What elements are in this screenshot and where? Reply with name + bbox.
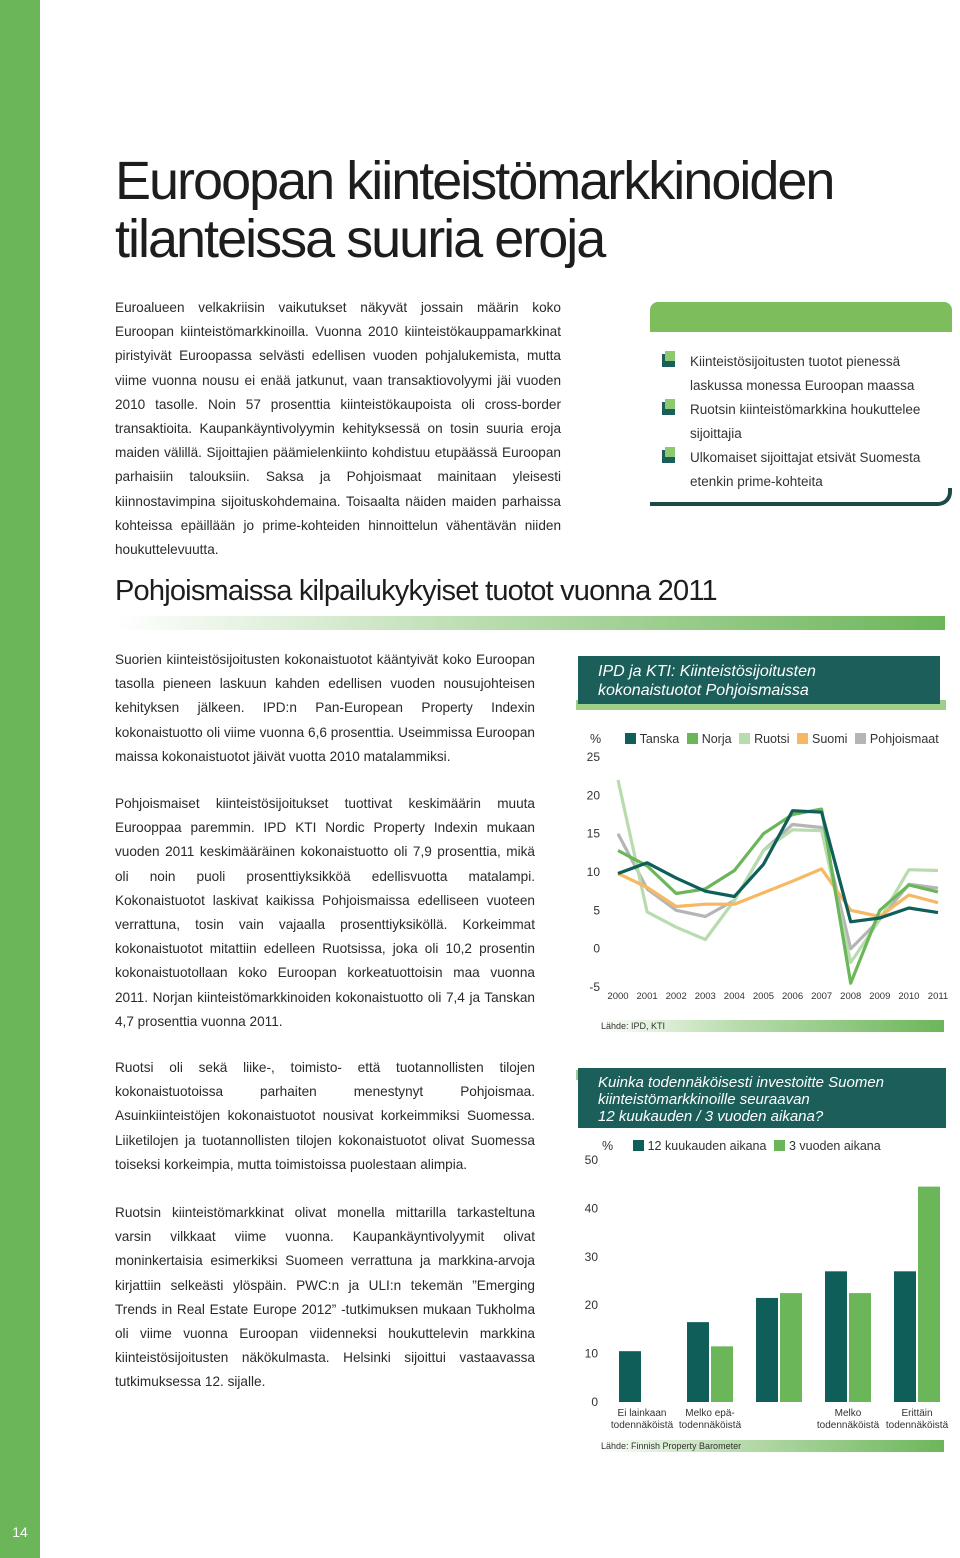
x-tick-label: 2011 xyxy=(927,991,949,1002)
chart2-unit-label: % xyxy=(602,1139,614,1153)
y-tick-label: -5 xyxy=(589,980,600,994)
x-category-label: Ei lainkaan xyxy=(617,1408,667,1419)
square-bullet-icon xyxy=(662,354,675,367)
legend-label-norja: Norja xyxy=(701,732,732,746)
legend-swatch-pohjoismaat xyxy=(855,733,866,744)
bar-12m xyxy=(687,1322,709,1402)
square-bullet-icon xyxy=(662,402,675,415)
x-category-label: Melko epä- xyxy=(685,1408,735,1419)
series-line-suomi xyxy=(618,869,938,917)
y-tick-label: 20 xyxy=(586,788,600,803)
y-tick-label: 15 xyxy=(586,826,600,841)
highlight-item: Ulkomaiset sijoittajat etsivät Suomesta etenkin prime-kohteita xyxy=(662,446,952,494)
x-tick-label: 2010 xyxy=(898,991,920,1002)
legend-swatch-ruotsi xyxy=(739,733,750,744)
bar-12m xyxy=(825,1271,847,1402)
chart1-title-banner xyxy=(578,656,940,704)
x-tick-label: 2006 xyxy=(781,991,804,1002)
legend-label-tanska: Tanska xyxy=(639,732,680,746)
side-color-bar xyxy=(0,0,40,1558)
page-title-line-1: Euroopan kiinteistömarkkinoiden xyxy=(115,151,834,211)
section-title: Pohjoismaissa kilpailukykyiset tuotot vuonna 2011 xyxy=(115,575,717,607)
legend-swatch-suomi xyxy=(797,733,808,744)
chart2-title-line-2: kiinteistömarkkinoille seuraavan xyxy=(598,1091,810,1108)
bar-3y xyxy=(849,1293,871,1402)
chart1-title-line-2: kokonaistuotot Pohjoismaissa xyxy=(598,682,809,699)
page-number: 14 xyxy=(12,1524,28,1540)
y-tick-label: 10 xyxy=(586,865,600,879)
investment-bar-chart xyxy=(576,1150,956,1435)
section-divider xyxy=(115,616,945,630)
body-paragraph-1: Suorien kiinteistösijoitusten kokonaistuotot kääntyivät koko Euroopan tasolla pieneen laskuun kahden edellisen vuoden nousujohteisen kehityksen jälkeen. IPD:n Pan-European Property Indexin kokonaistuotto oli viime vuonna 6,6 prosenttia. Useimmissa Euroopan maissa kokonaistuotot jäivät vuotta 2010 matalammiksi. xyxy=(115,652,535,764)
x-category-label: Erittäin xyxy=(901,1408,933,1419)
y-tick-label: 20 xyxy=(584,1298,598,1313)
returns-line-chart xyxy=(576,745,949,1005)
x-tick-label: 2009 xyxy=(869,991,891,1002)
x-tick-label: 2003 xyxy=(694,991,716,1002)
bar-12m xyxy=(756,1298,778,1402)
x-tick-label: 2002 xyxy=(665,991,687,1002)
y-tick-label: 40 xyxy=(584,1201,598,1216)
chart2-source: Lähde: Finnish Property Barometer xyxy=(601,1441,742,1451)
highlight-item: Kiinteistösijoitusten tuotot pienessä laskussa monessa Euroopan maassa xyxy=(662,350,932,398)
y-tick-label: 30 xyxy=(584,1249,598,1264)
x-tick-label: 2008 xyxy=(840,991,862,1002)
bar-3y xyxy=(711,1346,733,1402)
bar-3y xyxy=(780,1293,802,1402)
y-tick-label: 0 xyxy=(591,1395,598,1409)
chart1-legend xyxy=(590,732,943,746)
y-tick-label: 0 xyxy=(593,941,600,956)
body-paragraph-3: Ruotsi oli sekä liike-, toimisto- että tuotannollisten tilojen kokonaistuotoissa parhaiten menestynyt Pohjoismaa. Asuinkiinteistöjen kokonaistuotot nousivat korkeimmiksi Suomessa. Liiketilojen ja tuotannollisten tilojen kokonaistuotot olivat Suomessa toiseksi korkeimpia, mutta toimistoissa puolestaan alimpia. xyxy=(115,1060,535,1172)
body-paragraph-2: Pohjoismaiset kiinteistösijoitukset tuottivat keskimäärin muuta Eurooppaa paremmin. IPD KTI Nordic Property Indexin mukaan vuoden 2011 keskimääräinen kokonaistuotto oli 7,9 prosenttia, mikä oli noin puoli prosenttiyksikköä edellisvuotta matalampi. Kokonaistuotot laskivat kaikissa Pohjoismaissa edelliseen vuoteen verrattuna, tosin vain vajaalla prosenttiyksiköllä. Korkeimmat kokonaistuotot mitattiin edelleen Ruotsissa, joka oli 10,2 prosentin kokonaistuotollaan koko Euroopan korkeatuottoisin maa vuonna 2011. Norjan kiinteistömarkkinoiden kokonaistuotto oli 7,4 ja Tanskan 4,7 prosenttia vuonna 2011. xyxy=(115,796,535,1029)
square-bullet-icon xyxy=(662,450,675,463)
bar-12m xyxy=(619,1351,641,1402)
highlight-box-header xyxy=(650,302,952,332)
x-tick-label: 2005 xyxy=(752,991,775,1002)
legend-swatch-tanska xyxy=(625,733,636,744)
x-tick-label: 2007 xyxy=(811,991,833,1002)
page-title xyxy=(115,152,833,268)
chart1-source: Lähde: IPD, KTI xyxy=(601,1021,666,1031)
legend-label-suomi: Suomi xyxy=(811,732,848,746)
x-category-label: Melko xyxy=(834,1408,862,1419)
x-tick-label: 2004 xyxy=(723,991,745,1002)
bar-12m xyxy=(894,1271,916,1402)
x-tick-label: 2001 xyxy=(636,991,658,1002)
legend-label-pohjoismaat: Pohjoismaat xyxy=(869,732,939,746)
x-category-label: todennäköistä xyxy=(816,1420,880,1431)
chart2-title-line-1: Kuinka todennäköisesti investoitte Suomen xyxy=(598,1074,885,1091)
chart1-title-line-1: IPD ja KTI: Kiinteistösijoitusten xyxy=(598,663,816,680)
legend-label-ruotsi: Ruotsi xyxy=(754,732,790,746)
x-category-label: todennäköistä xyxy=(885,1420,949,1431)
legend-label-12m: 12 kuukauden aikana xyxy=(647,1139,767,1153)
chart1-unit-label: % xyxy=(590,732,602,746)
highlight-box-footer xyxy=(650,488,952,506)
chart2-title-banner xyxy=(578,1068,946,1128)
x-category-label: todennäköistä xyxy=(610,1420,674,1431)
intro-paragraph: Euroalueen velkakriisin vaikutukset näkyvät jossain määrin koko Euroopan kiinteistömarkkinoilla. Vuonna 2010 kiinteistökauppamarkkinat piristyivät Euroopassa selvästi edellisen vuoden pohjalukemista, mutta viime vuonna nousu ei enää jatkunut, vaan transaktiovolyymi jäi vuoden 2010 tasolle. Noin 57 prosenttia kiinteistökaupoista oli cross-border transaktioita. Kaupankäyntivolyymin kehityksessä on tosin suuria eroja maiden välillä. Sijoittajien päämielenkiinto kohdistuu etupäässä Euroopan parhaisiin talouksiin. Saksa ja Pohjoismaat mainitaan yleisesti kiinnostavimpina sijoituskohdemaina. Toisaalta näiden maiden parhaissa kohteissa epäillään jo prime-kohteiden hinnoittelun vähentävän niiden houkuttelevuutta. xyxy=(115,300,561,558)
y-tick-label: 10 xyxy=(584,1346,598,1361)
page-title-line-2: tilanteissa suuria eroja xyxy=(115,209,605,269)
legend-swatch-norja xyxy=(687,733,698,744)
legend-label-3y: 3 vuoden aikana xyxy=(788,1139,881,1153)
bar-3y xyxy=(918,1187,940,1402)
y-tick-label: 25 xyxy=(586,750,600,764)
y-tick-label: 5 xyxy=(593,903,600,918)
x-tick-label: 2000 xyxy=(607,991,629,1002)
body-paragraph-4: Ruotsin kiinteistömarkkinat olivat monella mittarilla tarkasteltuna varsin vilkkaat viime vuonna. Kaupankäyntivolyymit olivat moninkertaisia esimerkiksi Suomeen verrattuna ja markkina-arvoja kirjattiin selkeästi ylöspäin. PWC:n ja ULI:n tekemän ”Emerging Trends in Real Estate Europe 2012” -tutkimuksen mukaan Tukholma oli viime vuonna Euroopan viidenneksi houkuttelevin markkina kiinteistösijoitusten näkökulmasta. Helsinki sijoittui vastaavassa tutkimuksessa 12. sijalle. xyxy=(115,1205,535,1390)
chart2-title-line-3: 12 kuukauden / 3 vuoden aikana? xyxy=(598,1108,824,1125)
x-category-label: todennäköistä xyxy=(678,1420,742,1431)
highlight-item: Ruotsin kiinteistömarkkina houkuttelee sijoittajia xyxy=(662,398,932,446)
y-tick-label: 50 xyxy=(584,1153,598,1167)
